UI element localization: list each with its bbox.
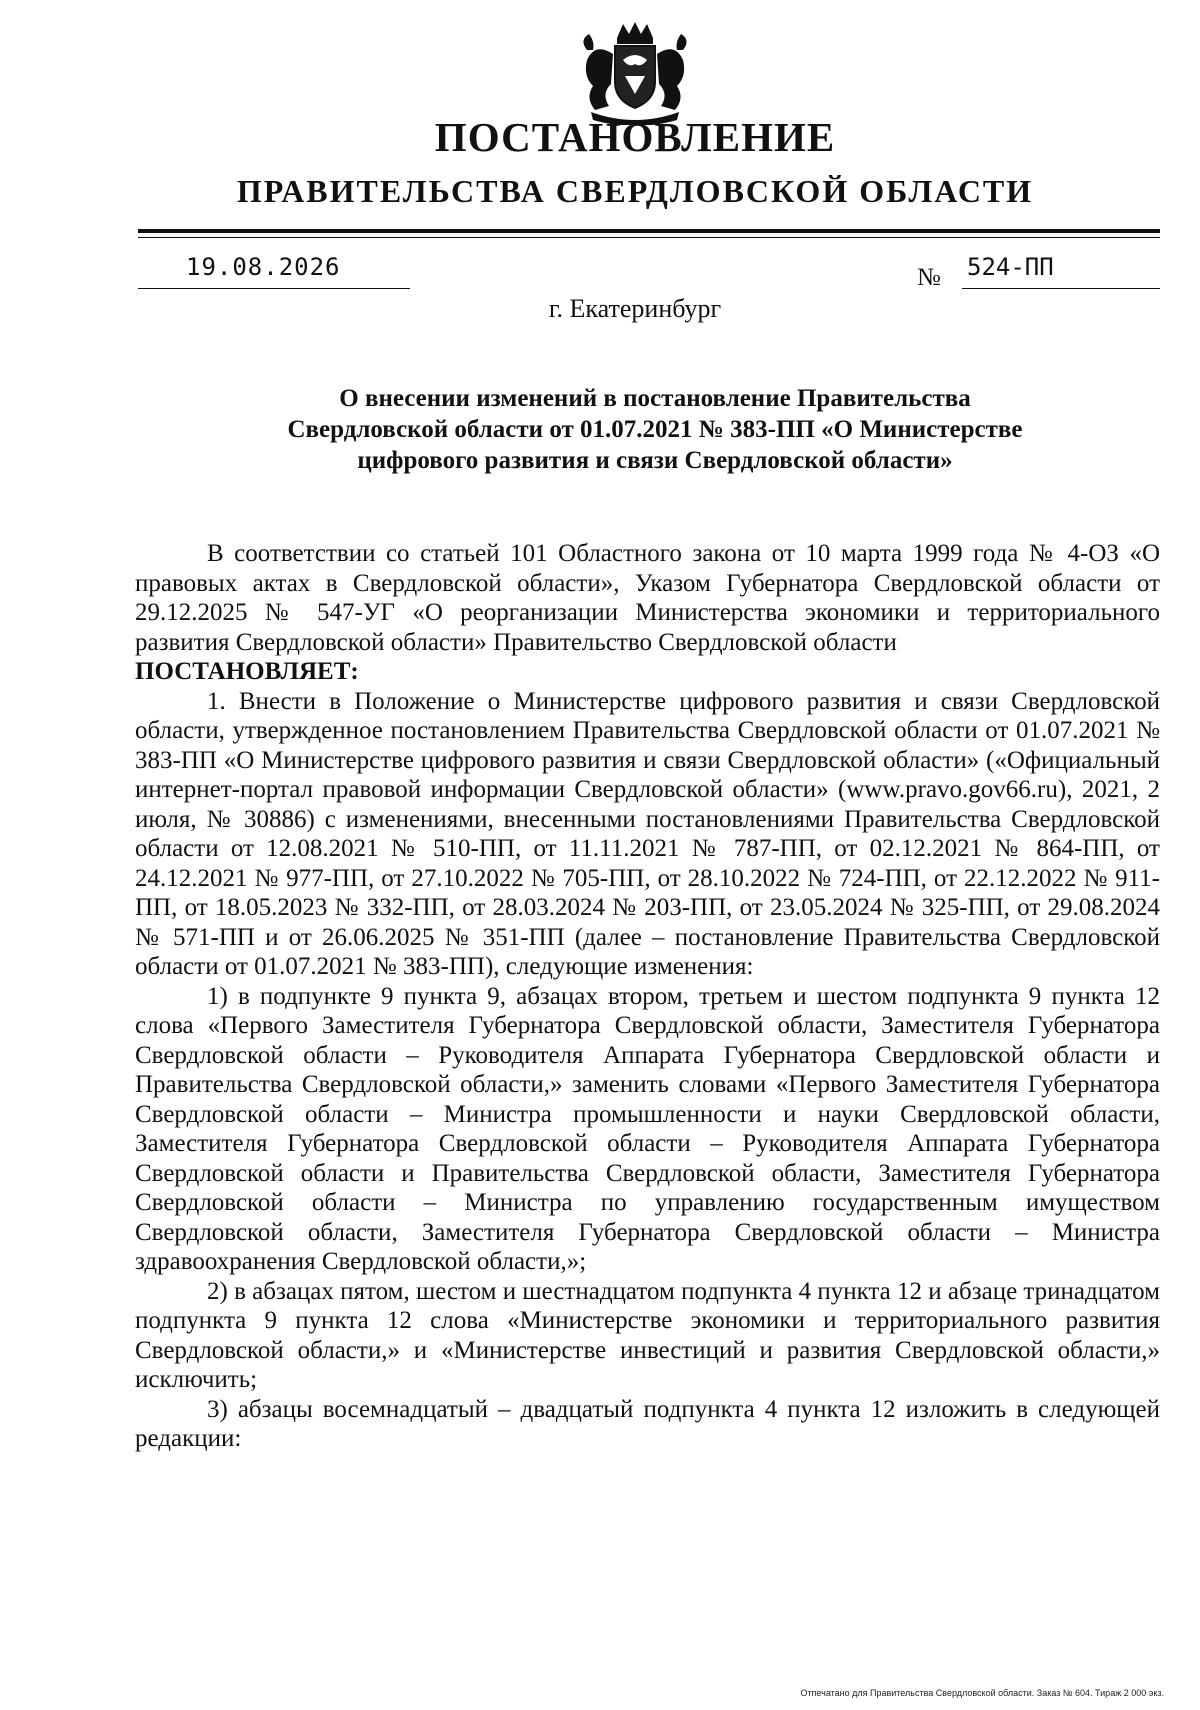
header-rule-thick xyxy=(138,229,1160,233)
coat-of-arms-emblem xyxy=(565,20,705,125)
title-line: О внесении изменений в постановление Правительства xyxy=(339,385,971,412)
date-underline xyxy=(138,288,410,289)
document-type: ПОСТАНОВЛЕНИЕ xyxy=(434,114,836,160)
number-sign: № xyxy=(917,264,941,291)
subitem-2-paragraph: 2) в абзацах пятом, шестом и шестнадцатом подпункта 4 пункта 12 и абзаце тринадцатом подпункта 9 пункта 12 слова «Министерстве экономики и территориального развития Свердловской области,» и «Министерстве инвестиций и развития Свердловской области,» исключить; xyxy=(135,1277,1160,1393)
document-body xyxy=(135,539,1160,1454)
document-number: 524-ПП xyxy=(967,253,1054,281)
title-line: Свердловской области от 01.07.2021 № 383-ПП «О Министерстве xyxy=(287,416,1023,443)
header-rule-thin xyxy=(138,237,1160,238)
title-line: цифрового развития и связи Свердловской области» xyxy=(357,447,953,474)
subitem-3-paragraph: 3) абзацы восемнадцатый – двадцатый подпункта 4 пункта 12 изложить в следующей редакции: xyxy=(135,1395,1160,1452)
document-title xyxy=(150,383,1160,476)
preamble-paragraph: В соответствии со статьей 101 Областного закона от 10 марта 1999 года № 4-ОЗ «О правовых актах в Свердловской области», Указом Губернатора Свердловской области от 29.12.2025 № 547-УГ «О реорганизации Министерства экономики и территориального развития Свердловской области» Правительство Свердловской области xyxy=(135,540,1160,656)
print-note: Отпечатано для Правительства Свердловской области. Заказ № 604. Тираж 2 000 экз. xyxy=(800,1688,1164,1698)
issuing-authority: ПРАВИТЕЛЬСТВА СВЕРДЛОВСКОЙ ОБЛАСТИ xyxy=(236,173,1034,209)
city: г. Екатеринбург xyxy=(548,294,722,323)
subitem-1-paragraph: 1) в подпункте 9 пункта 9, абзацах втором, третьем и шестом подпункта 9 пункта 12 слова «Первого Заместителя Губернатора Свердловской области, Заместителя Губернатора Свердловской области – Руководителя Аппарата Губернатора Свердловской области и Правительства Свердловской области,» заменить словами «Первого Заместителя Губернатора Свердловской области – Министра промышленности и науки Свердловской области, Заместителя Губернатора Свердловской области – Руководителя Аппарата Губернатора Свердловской области и Правительства Свердловской области, Заместителя Губернатора Свердловской области – Министра по управлению государственным имуществом Свердловской области, Заместителя Губернатора Свердловской области – Министра здравоохранения Свердловской области,»; xyxy=(135,982,1160,1275)
item-1-paragraph: 1. Внести в Положение о Министерстве цифрового развития и связи Свердловской области, утвержденное постановлением Правительства Свердловской области от 01.07.2021 № 383-ПП «О Министерстве цифрового развития и связи Свердловской области» («Официальный интернет-портал правовой информации Свердловской области» (www.pravo.gov66.ru), 2021, 2 июля, № 30886) с изменениями, внесенными постановлениями Правительства Свердловской области от 12.08.2021 № 510-ПП, от 11.11.2021 № 787-ПП, от 02.12.2021 № 864-ПП, от 24.12.2021 № 977-ПП, от 27.10.2022 № 705-ПП, от 28.10.2022 № 724-ПП, от 22.12.2022 № 911-ПП, от 18.05.2023 № 332-ПП, от 28.03.2024 № 203-ПП, от 23.05.2024 № 325-ПП, от 29.08.2024 № 571-ПП и от 26.06.2025 № 351-ПП (далее – постановление Правительства Свердловской области от 01.07.2021 № 383-ПП), следующие изменения: xyxy=(135,687,1160,980)
number-underline xyxy=(962,288,1160,289)
resolve-heading: ПОСТАНОВЛЯЕТ: xyxy=(135,658,359,685)
document-date: 19.08.2026 xyxy=(186,253,341,281)
